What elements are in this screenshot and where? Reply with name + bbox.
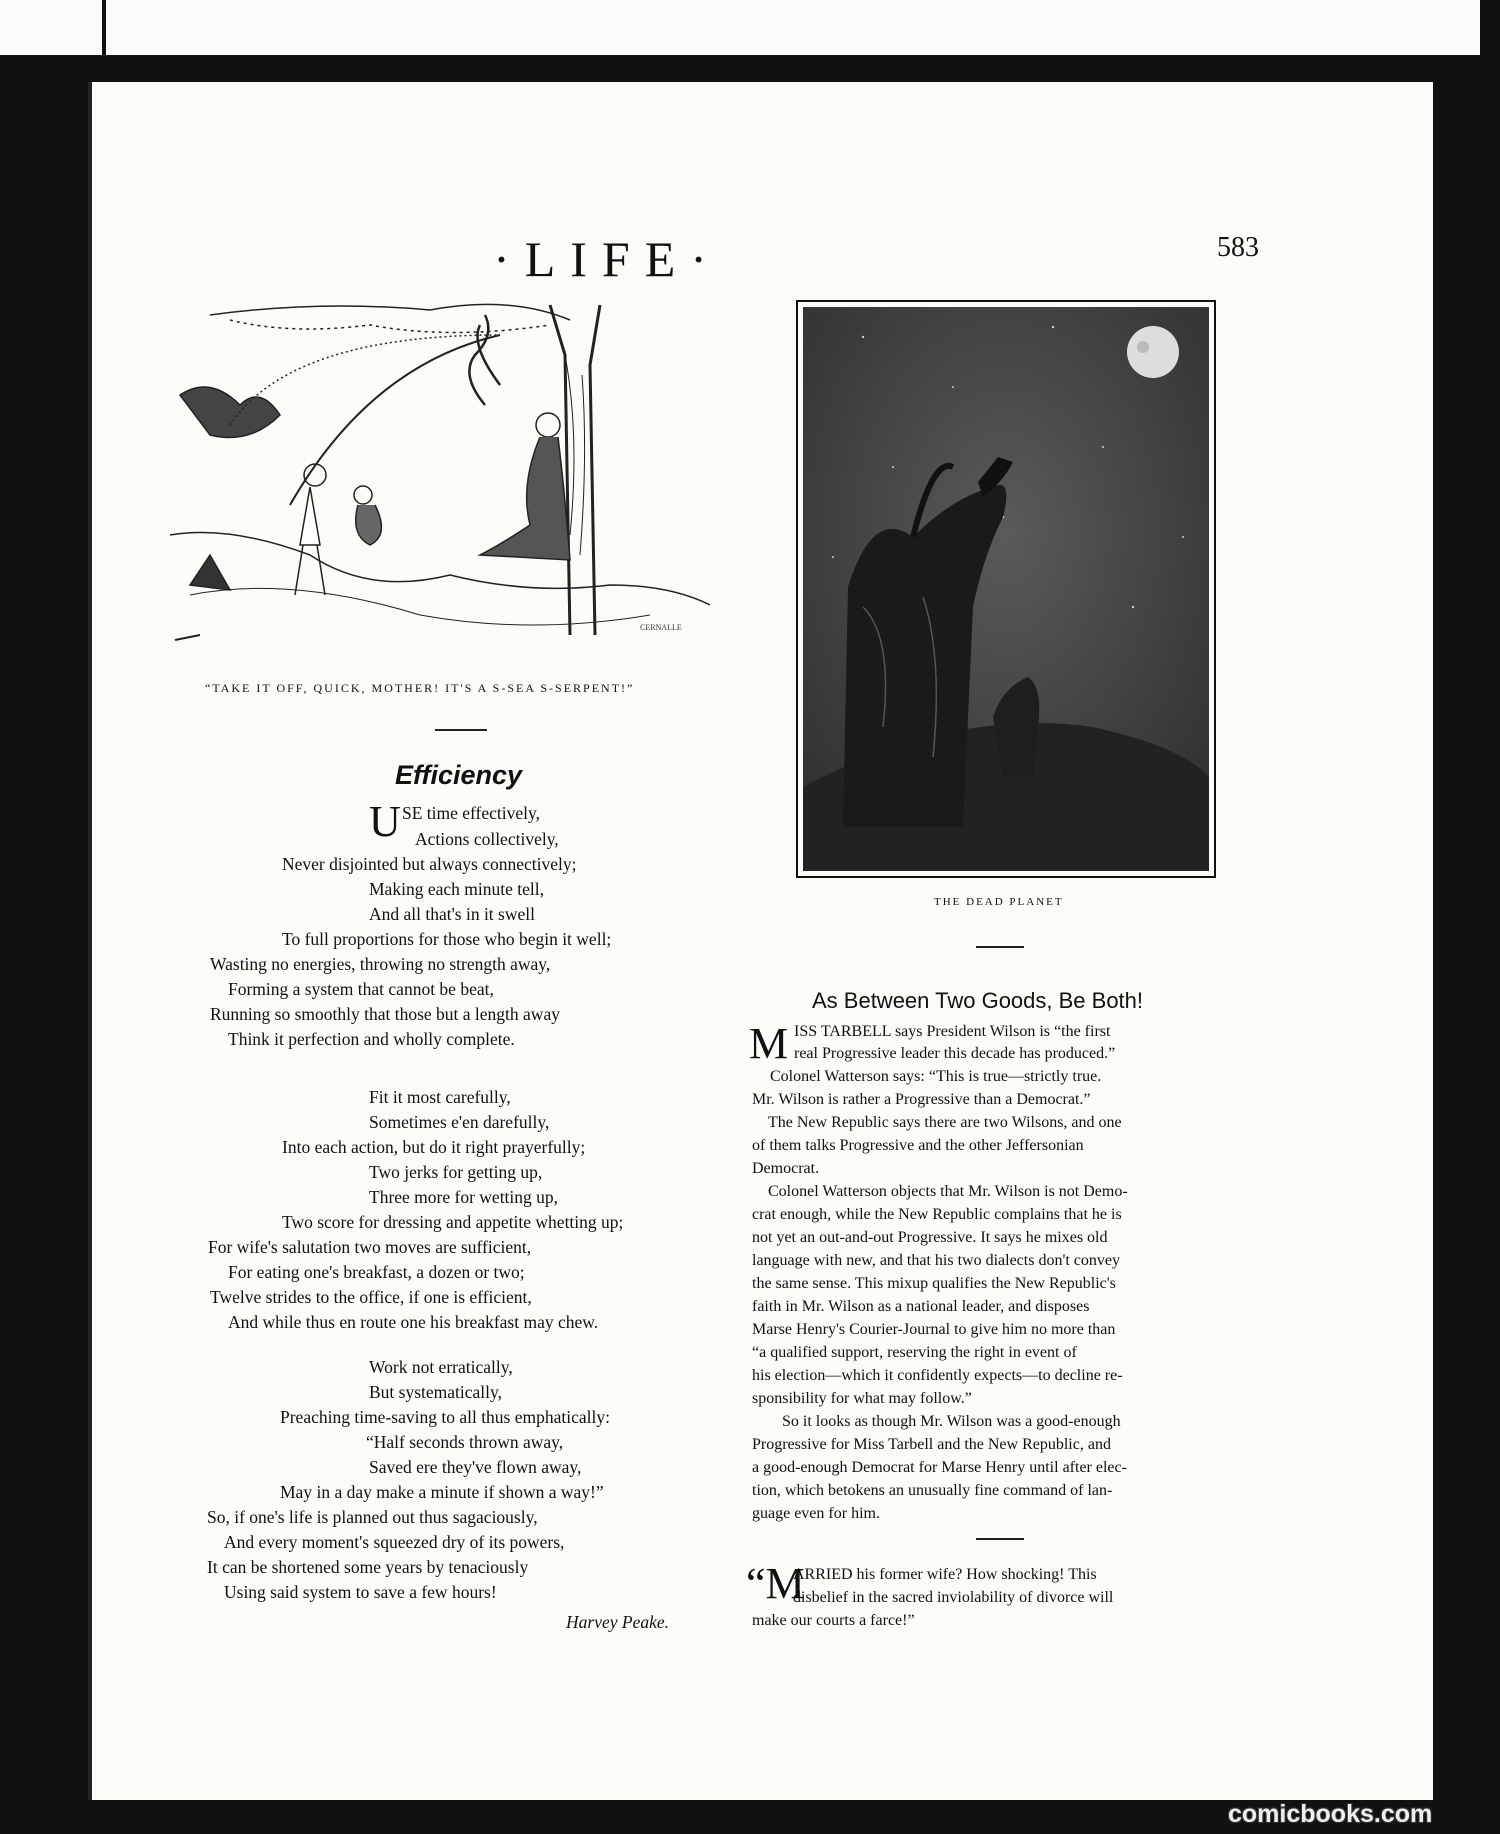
article-line: Colonel Watterson objects that Mr. Wilson is not Demo- bbox=[768, 1183, 1128, 1200]
moon bbox=[1127, 326, 1179, 378]
poem-line: To full proportions for those who begin it well; bbox=[282, 929, 612, 949]
article-line: real Progressive leader this decade has produced.” bbox=[794, 1045, 1116, 1062]
dead-planet-plate bbox=[796, 300, 1216, 878]
article-line: Marse Henry's Courier-Journal to give him no more than bbox=[752, 1321, 1116, 1338]
poem-dropcap: U bbox=[369, 797, 401, 846]
cartoon-caption: “TAKE IT OFF, QUICK, MOTHER! IT'S A S-SEA S-SERPENT!” bbox=[205, 681, 635, 695]
article-line: tion, which betokens an unusually fine command of lan- bbox=[752, 1482, 1113, 1499]
poem-line: Saved ere they've flown away, bbox=[369, 1457, 582, 1477]
article-dropcap: M bbox=[749, 1019, 789, 1068]
poem-line: Using said system to save a few hours! bbox=[224, 1582, 497, 1602]
poem-line: And all that's in it swell bbox=[369, 904, 535, 924]
previous-page-strip bbox=[0, 0, 1480, 55]
poem-line: May in a day make a minute if shown a way!” bbox=[280, 1482, 604, 1502]
article-line: faith in Mr. Wilson as a national leader, and disposes bbox=[752, 1298, 1090, 1315]
plate-caption: THE DEAD PLANET bbox=[934, 896, 1064, 908]
poem-line: Two score for dressing and appetite whetting up; bbox=[282, 1212, 624, 1232]
divider-rule bbox=[976, 1538, 1024, 1540]
poem-line: Work not erratically, bbox=[369, 1357, 513, 1377]
quote-line: make our courts a farce!” bbox=[752, 1612, 915, 1629]
page-number: 583 bbox=[1217, 232, 1259, 263]
poem-line: “Half seconds thrown away, bbox=[366, 1432, 564, 1452]
cartoon-signature: CERNALLE bbox=[640, 623, 682, 632]
poem-line: So, if one's life is planned out thus sagaciously, bbox=[207, 1507, 538, 1527]
poem-line: Preaching time-saving to all thus emphatically: bbox=[280, 1407, 610, 1427]
poem-line: Sometimes e'en darefully, bbox=[369, 1112, 550, 1132]
article-line: guage even for him. bbox=[752, 1505, 880, 1522]
poem-line: And every moment's squeezed dry of its powers, bbox=[224, 1532, 565, 1552]
poem-line: For wife's salutation two moves are sufficient, bbox=[208, 1237, 532, 1257]
poem-line: And while thus en route one his breakfast may chew. bbox=[228, 1312, 599, 1332]
poem-line: It can be shortened some years by tenaciously bbox=[207, 1557, 529, 1577]
article-line: crat enough, while the New Republic complains that he is bbox=[752, 1206, 1122, 1223]
article-line: So it looks as though Mr. Wilson was a good-enough bbox=[782, 1413, 1121, 1430]
article-line: not yet an out-and-out Progressive. It says he mixes old bbox=[752, 1229, 1108, 1246]
article-line: language with new, and that his two dialects don't convey bbox=[752, 1252, 1120, 1269]
article-line: Colonel Watterson says: “This is true—strictly true. bbox=[770, 1068, 1102, 1085]
article-line: Progressive for Miss Tarbell and the New Republic, and bbox=[752, 1436, 1111, 1453]
dead-planet-illustration bbox=[803, 307, 1209, 871]
poem-line: Actions collectively, bbox=[415, 829, 559, 849]
poem-title: Efficiency bbox=[395, 760, 523, 790]
poem-line: Running so smoothly that those but a length away bbox=[210, 1004, 560, 1024]
article-line: Mr. Wilson is rather a Progressive than a Democrat.” bbox=[752, 1091, 1091, 1108]
poem-line: Fit it most carefully, bbox=[369, 1087, 511, 1107]
quote-line: ARRIED his former wife? How shocking! This bbox=[793, 1566, 1097, 1583]
poem-line: Three more for wetting up, bbox=[369, 1187, 559, 1207]
article-line: of them talks Progressive and the other Jeffersonian bbox=[752, 1137, 1084, 1154]
quote-line: disbelief in the sacred inviolability of divorce will bbox=[793, 1589, 1114, 1606]
poem-line: For eating one's breakfast, a dozen or two; bbox=[228, 1262, 525, 1282]
poem-line: Forming a system that cannot be beat, bbox=[228, 979, 494, 999]
watermark: comicbooks.com bbox=[1228, 1800, 1433, 1828]
article-line: sponsibility for what may follow.” bbox=[752, 1390, 972, 1407]
poem-line: Wasting no energies, throwing no strength away, bbox=[210, 954, 551, 974]
article-line: The New Republic says there are two Wilsons, and one bbox=[768, 1114, 1122, 1131]
article-line: “a qualified support, reserving the right in event of bbox=[752, 1344, 1077, 1361]
previous-page-gutter bbox=[102, 0, 106, 55]
article-line: Democrat. bbox=[752, 1160, 820, 1177]
page-gutter-line bbox=[88, 82, 92, 1800]
poem-author: Harvey Peake. bbox=[566, 1612, 669, 1632]
poem-line: Never disjointed but always connectively; bbox=[282, 854, 577, 874]
quote-dropcap: “M bbox=[746, 1559, 805, 1608]
masthead: ·LIFE· bbox=[493, 231, 722, 287]
article-line: the same sense. This mixup qualifies the New Republic's bbox=[752, 1275, 1116, 1292]
poem-line: Two jerks for getting up, bbox=[369, 1162, 543, 1182]
divider-rule bbox=[435, 729, 487, 731]
sea-serpent-cartoon bbox=[170, 295, 710, 645]
article-title: As Between Two Goods, Be Both! bbox=[812, 988, 1144, 1013]
poem-line: Into each action, but do it right prayerfully; bbox=[282, 1137, 586, 1157]
poem-line: But systematically, bbox=[369, 1382, 503, 1402]
poem-line: Think it perfection and wholly complete. bbox=[228, 1029, 515, 1049]
article-line: a good-enough Democrat for Marse Henry until after elec- bbox=[752, 1459, 1127, 1476]
article-line: his election—which it confidently expects—to decline re- bbox=[752, 1367, 1123, 1384]
poem-line: Making each minute tell, bbox=[369, 879, 544, 899]
poem-line: Twelve strides to the office, if one is efficient, bbox=[210, 1287, 532, 1307]
divider-rule bbox=[976, 946, 1024, 948]
poem-line: SE time effectively, bbox=[402, 803, 541, 823]
article-line: ISS TARBELL says President Wilson is “the first bbox=[794, 1023, 1111, 1040]
